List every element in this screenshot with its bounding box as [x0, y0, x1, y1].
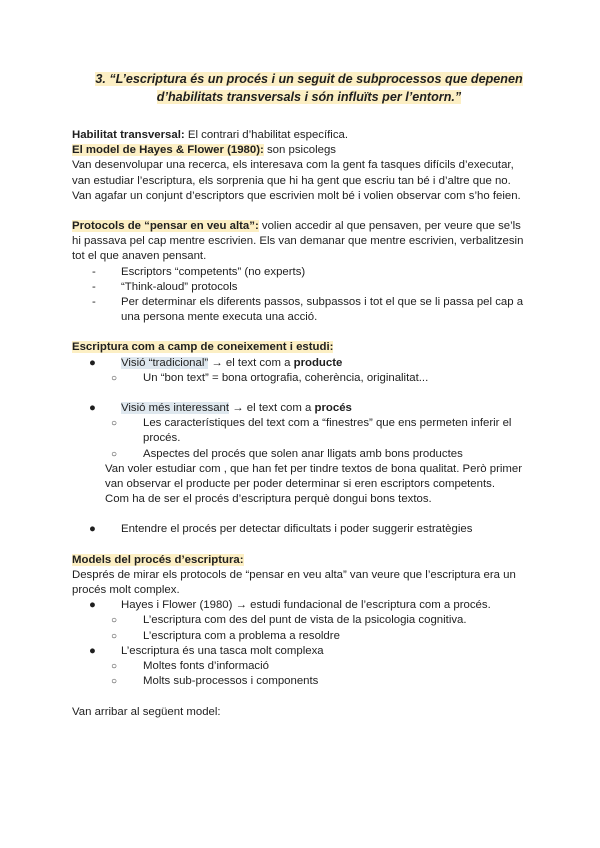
model-hf-paragraph	[72, 143, 532, 158]
bullet-icon: ●	[89, 402, 96, 415]
models-intro: Després de mirar els protocols de “pensar en veu alta” van veure que l’escriptura era un procés molt complex.	[72, 568, 516, 597]
list-item: ○ Molts sub-processos i components	[108, 674, 532, 689]
circle-bullet-icon: ○	[111, 676, 118, 688]
list-item: ○ Un “bon text” = bona ortografia, coherència, originalitat...	[108, 371, 532, 386]
protocols-list	[72, 265, 532, 326]
circle-bullet-icon: ○	[111, 630, 118, 642]
visio2-highlight: Visió més interessant	[121, 402, 230, 415]
model-hf-p1: Van desenvolupar una recerca, els interesava com la gent fa tasques difícils d’executar, van estudiar l’escriptura, els sorprenia que hi ha gent que escriu tan bé i d’altre que no.	[72, 159, 514, 187]
list-item: ● Entendre el procés per detectar dificultats i poder suggerir estratègies	[88, 522, 532, 537]
document-content	[72, 71, 532, 720]
list-item: ○ Moltes fonts d’informació	[108, 659, 532, 674]
list-item: ○ L’escriptura com des del punt de vista de la psicologia cognitiva.	[108, 613, 532, 628]
bullet-icon: ●	[89, 523, 96, 536]
protocols-label: Protocols de “pensar en veu alta”:	[72, 220, 259, 233]
list-item: ● Hayes i Flower (1980) → estudi fundacional de l’escriptura com a procés.	[88, 598, 532, 613]
model-hf-p2: Van agafar un conjunt d’escriptors que escrivien molt bé i volien observar com s’ho feien.	[72, 189, 521, 202]
visio2-sublist	[72, 416, 532, 462]
protocols-paragraph	[72, 219, 532, 265]
bullet-icon: ●	[89, 644, 96, 657]
circle-bullet-icon: ○	[111, 448, 118, 460]
page-title	[86, 71, 532, 106]
models-list-2	[72, 644, 532, 659]
circle-bullet-icon: ○	[111, 661, 118, 673]
model-hf-label: El model de Hayes & Flower (1980):	[72, 144, 264, 157]
entendre-list	[72, 522, 532, 537]
list-item: - Per determinar els diferents passos, subpassos i tot el que se li passa pel cap a una persona mente executa una acció.	[88, 295, 532, 325]
title-line-1: 3. “L’escriptura és un procés i un seguit de subprocessos que depenen	[95, 72, 523, 86]
visio2-p1: Van voler estudiar com , que han fet per tindre textos de bona qualitat. Però primer van observar el producte per poder determinar si eren escriptors competents.	[105, 462, 523, 491]
models-heading: Models del procés d’escriptura:	[72, 553, 244, 566]
visio2-list	[72, 401, 532, 416]
models-sublist-2	[72, 659, 532, 689]
bullet-icon: ●	[89, 599, 96, 612]
protocols-text: volien accedir al que pensaven, per veure que se’ls hi passava pel cap mentre escrivien. Els van demanar que mentre escrivien, verbalitzesin tot el que anaven pensant.	[72, 220, 524, 263]
habilitat-label: Habilitat transversal:	[72, 129, 185, 141]
list-item: ○ Aspectes del procés que solen anar lligats amb bons productes	[108, 447, 532, 462]
visio2-p2: Com ha de ser el procés d’escriptura perquè dongui bons textos.	[105, 493, 432, 506]
escriptura-heading: Escriptura com a camp de coneixement i estudi:	[72, 341, 334, 354]
circle-bullet-icon: ○	[111, 418, 118, 430]
closing-paragraph: Van arribar al següent model:	[72, 705, 221, 718]
visio1-list	[72, 356, 532, 371]
visio1-sublist	[72, 371, 532, 386]
list-item: ● Visió més interessant → el text com a procés	[88, 401, 532, 416]
circle-bullet-icon: ○	[111, 615, 118, 627]
visio1-highlight: Visió “tradicional”	[121, 356, 209, 369]
list-item: - “Think-aloud” protocols	[88, 280, 532, 295]
circle-bullet-icon: ○	[111, 372, 118, 384]
model-hf-text: son psicolegs	[263, 144, 336, 157]
list-item: ● L’escriptura és una tasca molt complexa	[88, 644, 532, 659]
list-item: ○ L’escriptura com a problema a resoldre	[108, 629, 532, 644]
list-item: ● Visió “tradicional” → el text com a producte	[88, 356, 532, 371]
models-sublist-1	[72, 613, 532, 643]
list-item: - Escriptors “competents” (no experts)	[88, 265, 532, 280]
habilitat-paragraph	[72, 128, 532, 143]
bullet-icon: ●	[89, 356, 96, 369]
title-line-2: d’habilitats transversals i són influïts per l’entorn.”	[156, 89, 462, 104]
habilitat-text: El contrari d’habilitat específica.	[184, 129, 349, 141]
models-list-1	[72, 598, 532, 613]
list-item: ○ Les característiques del text com a “finestres” que ens permeten inferir el procés.	[111, 417, 512, 445]
